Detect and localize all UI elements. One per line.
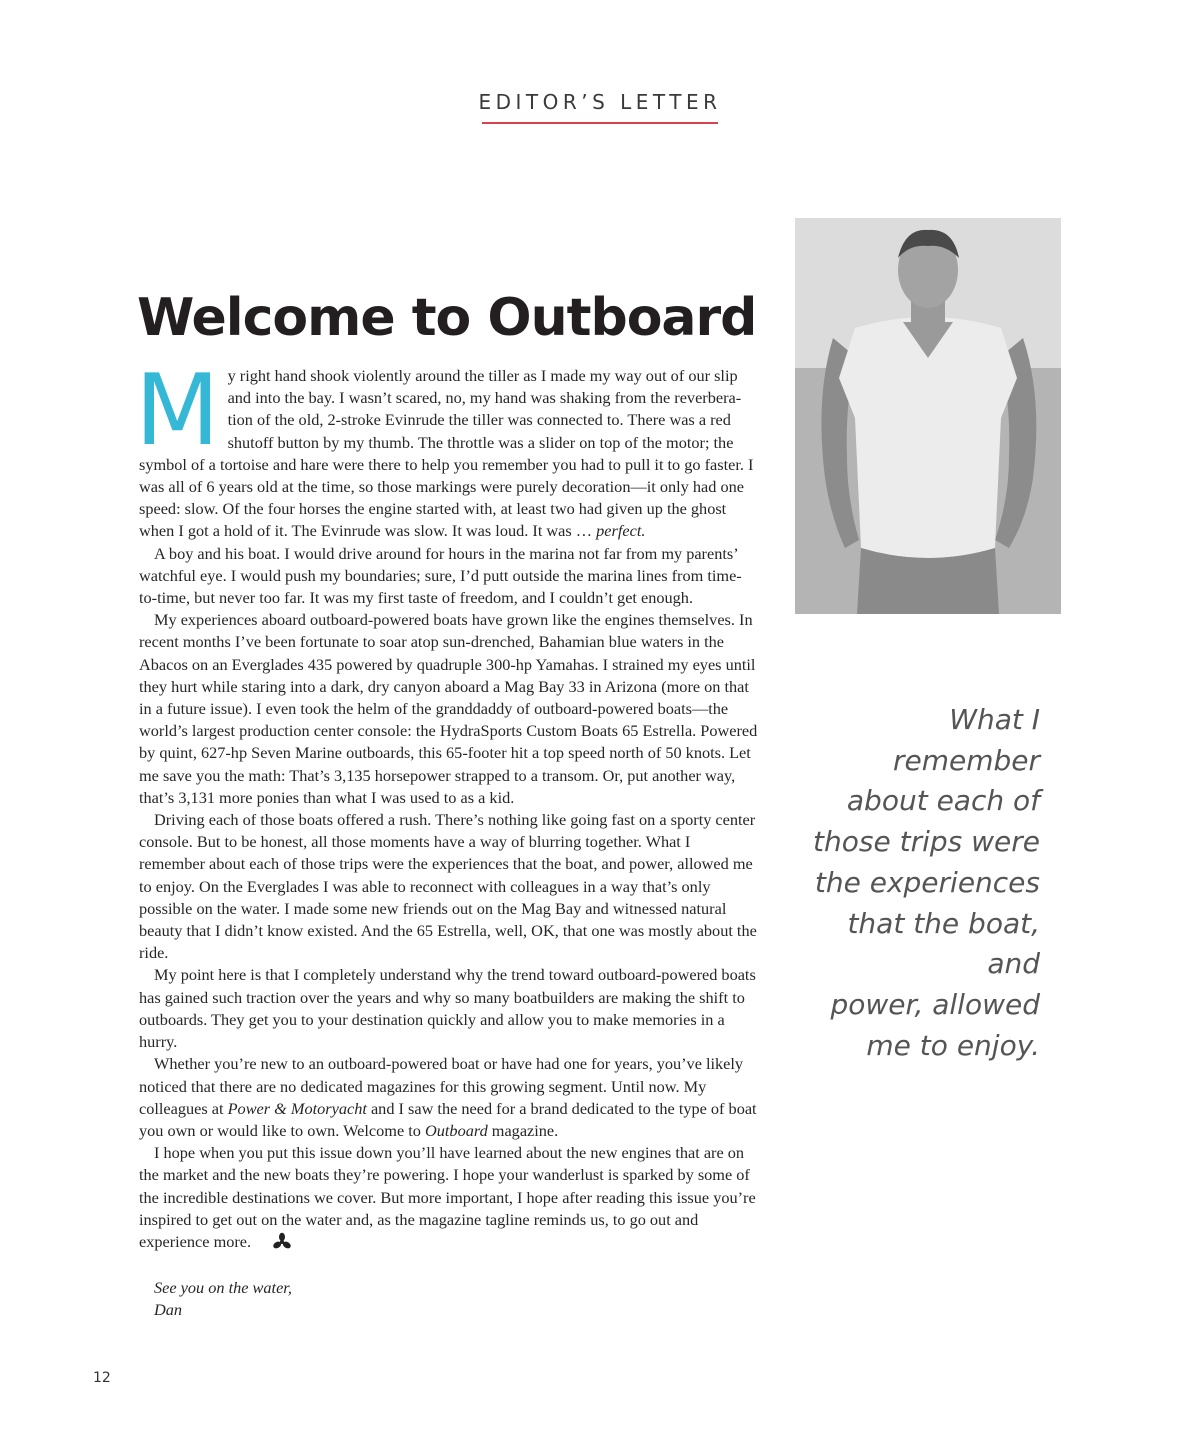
page-number: 12 — [93, 1370, 111, 1386]
pull-quote-line: about each of — [846, 784, 1040, 818]
editor-photo — [795, 218, 1061, 614]
pull-quote-line: that the boat, and — [847, 906, 1040, 981]
propeller-icon — [257, 1232, 277, 1250]
paragraph-6: Whether you’re new to an outboard-powered boat or have had one for years, you’ve likely noticed that there are no dedicated magazines for this growing segment. Until now. My colleagues at Power & Motoryacht and I saw the need for a brand dedicated to the type of boat you own or would like to own. Welcome to Outboard magazine. — [139, 1054, 757, 1140]
author-signature: Dan — [154, 1300, 183, 1320]
pull-quote-line: What I remember — [892, 703, 1040, 777]
pull-quote-line: power, allowed — [830, 987, 1040, 1021]
paragraph-4: Driving each of those boats offered a rush. There’s nothing like going fast on a sporty center console. But to be honest, all those moments have a way of blurring together. What I remember about each of those trips were the experiences that the boat, and power, allowed me to enjoy. On the Everglades I was able to reconnect with colleagues in a way that’s only possible on the water. I made some new friends out on the Mag Bay and witnessed natural beauty that I didn’t know existed. And the 65 Estrella, well, OK, that one was mostly about the ride. — [139, 810, 757, 963]
paragraph-2: A boy and his boat. I would drive around for hours in the marina not far from my parents’ watchful eye. I would push my boundaries; sure, I’d putt outside the marina lines from time-to-time, but never too far. It was my first taste of freedom, and I couldn’t get enough. — [139, 543, 742, 608]
pull-quote-line: me to enjoy. — [866, 1028, 1040, 1062]
article-body — [135, 354, 759, 1322]
editor-portrait-illustration — [795, 218, 1061, 614]
signoff-line: See you on the water, — [154, 1278, 292, 1298]
paragraph-7: I hope when you put this issue down you’ll have learned about the new engines that are on the market and the new boats they’re powering. I hope your wanderlust is sparked by some of the incredible destinations we cover. But more important, I hope after reading this issue you’re inspired to get out on the water and, as the magazine tagline reminds us, to go out and experience more. — [139, 1143, 756, 1251]
paragraph-1: My right hand shook violently around the tiller as I made my way out of our slip and into the bay. I wasn’t scared, no, my hand was shaking from the reverbera-tion of the old, 2-stroke Evinrude the tiller was connected to. There was a red shutoff button by my thumb. The throttle was a slider on top of the motor; the symbol of a tortoise and hare were there to help you remember you had to pull it to go faster. I was all of 6 years old at the time, so those markings were purely decoration—it only had one speed: slow. Of the four horses the engine started with, at least two had given up the ghost when I got a hold of it. The Evinrude was slow. It was loud. It was … perfect. — [135, 354, 754, 541]
pull-quote-line: the experiences — [814, 865, 1040, 899]
pull-quote-line: those trips were — [813, 825, 1040, 859]
section-label: EDITOR’S LETTER — [478, 90, 722, 114]
paragraph-3: My experiences aboard outboard-powered boats have grown like the engines themselves. In recent months I’ve been fortunate to soar atop sun-drenched, Bahamian blue waters in the Abacos on an Everglades 435 powered by quadruple 300-hp Yamahas. I strained my eyes until they hurt while staring into a dark, dry canyon aboard a Mag Bay 33 in Arizona (more on that in a future issue). I even took the helm of the granddaddy of outboard-powered boats—the world’s largest production center console: the HydraSports Custom Boats 65 Estrella. Powered by quint, 627-hp Seven Marine outboards, this 65-footer hit a top speed north of 50 knots. Let me save you the math: That’s 3,135 horsepower strapped to a transom. Or, put another way, that’s 3,131 more ponies than what I was used to as a kid. — [139, 610, 758, 807]
pull-quote — [800, 700, 1040, 1066]
signoff — [139, 1277, 759, 1321]
section-label-underline — [482, 122, 718, 124]
headline: Welcome to Outboard — [137, 288, 757, 348]
paragraph-5: My point here is that I completely understand why the trend toward outboard-powered boats has gained such traction over the years and why so many boatbuilders are making the shift to outboards. They get you to your destination quickly and allow you to make memories in a hurry. — [139, 965, 756, 1052]
drop-cap: M — [135, 354, 220, 468]
